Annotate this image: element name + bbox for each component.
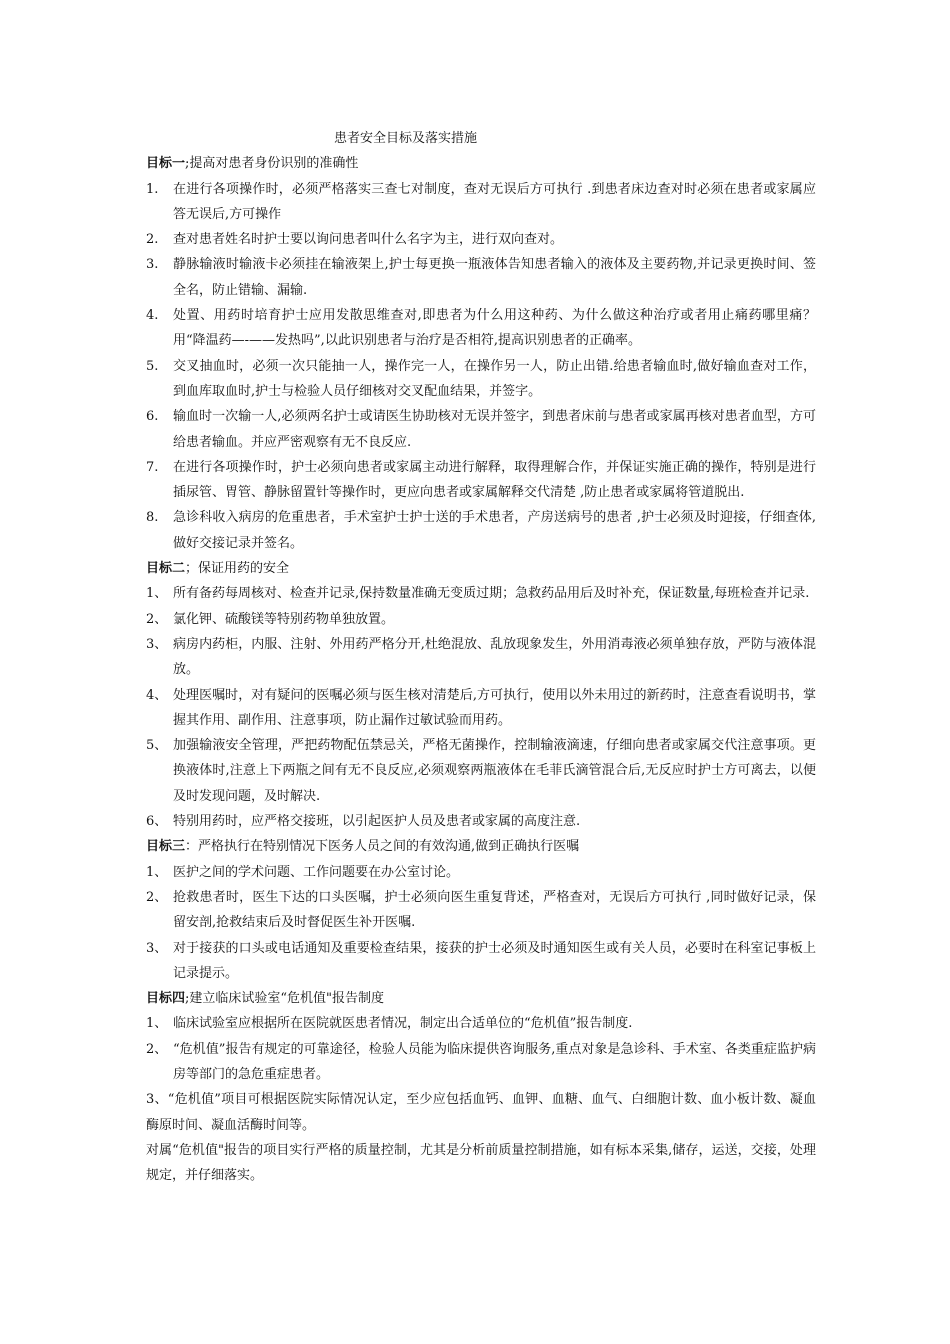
list-item xyxy=(146,455,816,506)
list-item xyxy=(146,227,816,252)
section-heading-3 xyxy=(146,834,816,859)
list-item xyxy=(146,936,816,987)
item-number: 3. xyxy=(146,257,159,273)
section-heading-1 xyxy=(146,151,816,176)
item-number: 2. xyxy=(146,232,159,248)
section-title: ;提高对患者身份识别的准确性 xyxy=(185,156,359,172)
item-text: 处置、用药时培育护士应用发散思维查对,即患者为什么用这种药、为什么做这种治疗或者用止痛药哪里痛？用“降温药—-——发热吗”,以此识别患者与治疗是否相符,提高识别患者的正确率。 xyxy=(173,308,816,349)
list-item xyxy=(146,177,816,228)
item-number: 1、 xyxy=(146,864,168,880)
item-text: “危机值”报告有规定的可靠途径，检验人员能为临床提供咨询服务,重点对象是急诊科、手术室、各类重症监护病房等部门的急危重症患者。 xyxy=(173,1041,816,1082)
section-label: 目标三 xyxy=(146,839,186,855)
item-text: 加强输液安全管理，严把药物配伍禁忌关，严格无菌操作，控制输液滴速，仔细向患者或家属交代注意事项。更换液体时,注意上下两瓶之间有无不良反应,必须观察两瓶液体在毛菲氏滴管混合后,无反应时护士方可离去，以便及时发现问题，及时解决. xyxy=(173,738,816,804)
item-number: 4、 xyxy=(146,687,168,703)
page-title: 患者安全目标及落实措施 xyxy=(334,131,478,146)
item-text: 静脉输液时输液卡必须挂在输液架上,护士每更换一瓶液体告知患者输入的液体及主要药物,并记录更换时间、签全名，防止错输、漏输. xyxy=(173,257,816,298)
item-text: 交叉抽血时，必须一次只能抽一人，操作完一人，在操作另一人，防止出错.给患者输血时,做好输血查对工作，到血库取血时,护士与检验人员仔细核对交叉配血结果，并签字。 xyxy=(173,358,816,399)
list-item xyxy=(146,683,816,734)
list-item xyxy=(146,354,816,405)
list-item xyxy=(146,303,816,354)
item-text: 医护之间的学术问题、工作问题要在办公室讨论。 xyxy=(173,864,460,880)
item-number: 5. xyxy=(146,358,159,374)
item-number: 1、 xyxy=(146,1016,168,1032)
item-text: 急诊科收入病房的危重患者，手术室护士护士送的手术患者，产房送病号的患者 ,护士必须及时迎接，仔细查体,做好交接记录并签名。 xyxy=(173,510,816,551)
item-number: 5、 xyxy=(146,738,168,754)
list-item xyxy=(146,581,816,606)
item-text: 抢救患者时，医生下达的口头医嘱，护士必须向医生重复背述，严格查对，无误后方可执行 ,同时做好记录，保留安剖,抢救结束后及时督促医生补开医嘱. xyxy=(173,889,816,931)
item-text: 所有备药每周核对、检查并记录,保持数量准确无变质过期；急救药品用后及时补充，保证数量,每班检查并记录. xyxy=(173,586,810,602)
list-item xyxy=(146,885,816,936)
paragraph: 对属“危机值"报告的项目实行严格的质量控制，尤其是分析前质量控制措施，如有标本采集,储存，运送，交接，处理规定，并仔细落实。 xyxy=(146,1142,816,1184)
list-item xyxy=(146,860,816,885)
item-text: 特别用药时，应严格交接班，以引起医护人员及患者或家属的高度注意. xyxy=(173,814,581,830)
list-item xyxy=(146,252,816,303)
list-item xyxy=(146,1011,816,1036)
list-item xyxy=(146,733,816,809)
item-number: 6. xyxy=(146,409,159,425)
item-number: 6、 xyxy=(146,814,168,830)
section-label: 目标一 xyxy=(146,156,186,172)
section-heading-2 xyxy=(146,556,816,581)
item-number: 1、 xyxy=(146,586,168,602)
paragraph: 3、“危机值”项目可根据医院实际情况认定，至少应包括血钙、血钾、血糖、血气、白细胞计数、血小板计数、凝血酶原时间、凝血活酶时间等。 xyxy=(146,1092,816,1133)
list-item xyxy=(146,607,816,632)
item-text: 病房内药柜，内服、注射、外用药严格分开,杜绝混放、乱放现象发生，外用消毒液必须单独存放，严防与液体混放。 xyxy=(173,636,816,678)
item-text: 在进行各项操作时，必须严格落实三查七对制度，查对无误后方可执行 .到患者床边查对时必须在患者或家属应答无误后,方可操作 xyxy=(173,181,816,222)
item-number: 2、 xyxy=(146,611,168,627)
item-number: 2、 xyxy=(146,889,168,905)
item-text: 氯化钾、硫酸镁等特别药物单独放置。 xyxy=(173,611,395,627)
item-number: 4. xyxy=(146,308,159,324)
item-number: 8. xyxy=(146,510,159,526)
section-label: 目标四 xyxy=(146,991,186,1007)
section-heading-4 xyxy=(146,986,816,1011)
section-title: ；保证用药的安全 xyxy=(185,561,290,577)
item-text: 输血时一次输一人,必须两名护士或请医生协助核对无误并签字，到患者床前与患者或家属再核对患者血型，方可给患者输血。并应严密观察有无不良反应. xyxy=(173,409,816,450)
item-text: 对于接获的口头或电话通知及重要检查结果，接获的护士必须及时通知医生或有关人员，必要时在科室记事板上记录提示。 xyxy=(173,940,816,981)
item-number: 3、 xyxy=(146,940,168,956)
section-title: ;建立临床试验室“危机值"报告制度 xyxy=(185,991,385,1007)
section-label: 目标二 xyxy=(146,561,186,577)
list-item xyxy=(146,505,816,556)
list-item xyxy=(146,632,816,683)
document-page xyxy=(146,126,816,1188)
section-title: ：严格执行在特别情况下医务人员之间的有效沟通,做到正确执行医嘱 xyxy=(185,839,580,855)
item-text: 处理医嘱时，对有疑问的医嘱必须与医生核对清楚后,方可执行，使用以外未用过的新药时，注意查看说明书，掌握其作用、副作用、注意事项，防止漏作过敏试验而用药。 xyxy=(173,687,816,728)
item-text: 在进行各项操作时，护士必须向患者或家属主动进行解释，取得理解合作，并保证实施正确的操作，特别是进行插尿管、胃管、静脉留置针等操作时，更应向患者或家属解释交代清楚 ,防止患者或家属将管道脱出. xyxy=(173,459,816,501)
list-item xyxy=(146,404,816,455)
item-number: 2、 xyxy=(146,1041,168,1057)
item-number: 1. xyxy=(146,181,159,197)
item-text: 临床试验室应根据所在医院就医患者情况，制定出合适单位的“危机值”报告制度. xyxy=(173,1016,633,1032)
item-number: 7. xyxy=(146,459,159,475)
list-item xyxy=(146,1037,816,1088)
item-number: 3、 xyxy=(146,636,168,652)
item-text: 查对患者姓名时护士要以询问患者叫什么名字为主，进行双向查对。 xyxy=(173,232,564,248)
list-item xyxy=(146,809,816,834)
